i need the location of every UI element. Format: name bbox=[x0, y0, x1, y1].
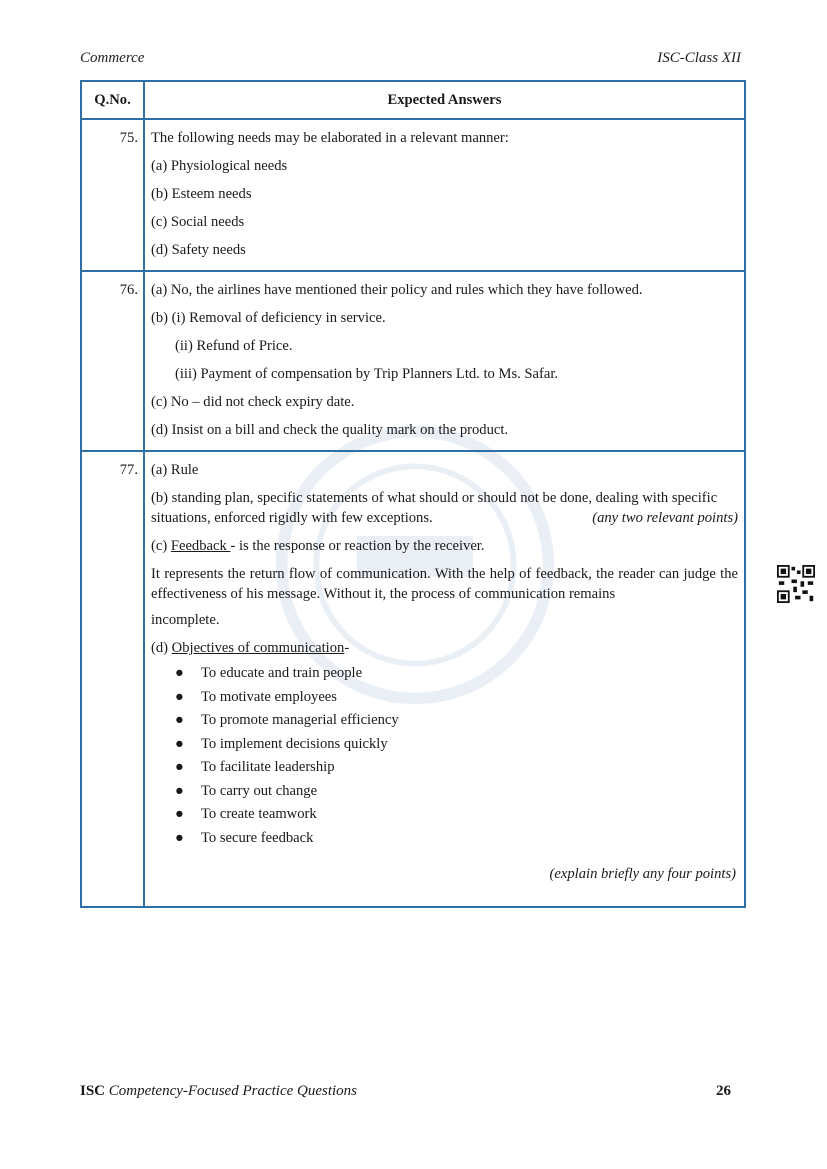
bullet-icon: ● bbox=[175, 688, 184, 705]
feedback-paragraph-end: incomplete. bbox=[151, 612, 220, 628]
answer-part-d: (d) Insist on a bill and check the quality mark on the product. bbox=[151, 422, 509, 438]
list-item-text: To facilitate leadership bbox=[201, 759, 335, 775]
answer-cell bbox=[144, 119, 745, 271]
bullet-icon: ● bbox=[175, 712, 184, 728]
list-item: (d) Safety needs bbox=[151, 242, 246, 258]
answer-part-b-ii: (ii) Refund of Price. bbox=[175, 338, 293, 354]
answer-part-b: (b) (i) Removal of deficiency in service. bbox=[151, 310, 386, 326]
list-item bbox=[175, 803, 738, 827]
question-number: 75. bbox=[81, 119, 144, 271]
answer-part-a: (a) No, the airlines have mentioned their policy and rules which they have followed. bbox=[151, 282, 643, 298]
question-number: 77. bbox=[81, 451, 144, 907]
footer-brand: ISC bbox=[80, 1083, 106, 1099]
list-item bbox=[175, 662, 738, 686]
answer-part-b-note: (any two relevant points) bbox=[592, 510, 738, 526]
bullet-icon: ● bbox=[175, 806, 184, 822]
footer-title bbox=[80, 1083, 357, 1100]
answer-part-c: (c) No – did not check expiry date. bbox=[151, 394, 355, 410]
list-item-text: To educate and train people bbox=[201, 665, 363, 681]
answer-part-b-iii: (iii) Payment of compensation by Trip Planners Ltd. to Ms. Safar. bbox=[175, 366, 559, 382]
col-qno-header: Q.No. bbox=[81, 81, 144, 119]
part-c-definition: - is the response or reaction by the receiver. bbox=[230, 538, 485, 554]
list-item-text: To implement decisions quickly bbox=[201, 735, 388, 752]
header-class: ISC-Class XII bbox=[657, 50, 741, 66]
list-item: (c) Social needs bbox=[151, 214, 245, 230]
list-item-text: To secure feedback bbox=[201, 829, 314, 846]
part-c-label: (c) bbox=[151, 538, 171, 554]
answers-table bbox=[80, 80, 746, 908]
list-item: (b) Esteem needs bbox=[151, 186, 252, 202]
table-header-row bbox=[81, 81, 745, 119]
objectives-list bbox=[151, 662, 738, 850]
list-item bbox=[175, 780, 738, 804]
table-row bbox=[81, 119, 745, 271]
answer-part-a: (a) Rule bbox=[151, 462, 199, 478]
header-subject: Commerce bbox=[80, 50, 145, 66]
qr-code-icon[interactable] bbox=[777, 565, 815, 603]
list-item bbox=[175, 756, 738, 780]
feedback-term: Feedback bbox=[170, 538, 231, 554]
list-item-text: To motivate employees bbox=[201, 688, 337, 705]
answer-intro: The following needs may be elaborated in a relevant manner: bbox=[151, 130, 509, 146]
answer-part-c bbox=[151, 536, 738, 556]
bullet-icon: ● bbox=[175, 665, 184, 681]
footer-subtitle: Competency-Focused Practice Questions bbox=[105, 1083, 358, 1099]
list-item bbox=[175, 733, 738, 757]
list-item: (a) Physiological needs bbox=[151, 158, 288, 174]
question-number: 76. bbox=[81, 271, 144, 451]
bullet-icon: ● bbox=[175, 829, 184, 846]
answer-part-b-text: (b) standing plan, specific statements of what should or should not be done, dealing with specific situations, enforced rigidly with few exceptions. bbox=[151, 490, 718, 526]
answer-cell bbox=[144, 451, 745, 907]
list-item bbox=[175, 686, 738, 710]
table-row bbox=[81, 271, 745, 451]
table-row bbox=[81, 451, 745, 907]
part-d-suffix: - bbox=[344, 640, 350, 656]
list-item bbox=[175, 827, 738, 851]
list-item bbox=[175, 709, 738, 733]
answer-part-b bbox=[151, 488, 738, 528]
objectives-term: Objectives of communication bbox=[171, 640, 345, 656]
list-item-text: To carry out change bbox=[201, 782, 318, 799]
answer-endnote: (explain briefly any four points) bbox=[549, 866, 736, 882]
page-number: 26 bbox=[716, 1083, 731, 1099]
list-item-text: To create teamwork bbox=[201, 806, 317, 822]
list-item-text: To promote managerial efficiency bbox=[201, 712, 399, 728]
answer-part-d bbox=[151, 638, 738, 658]
col-answers-header: Expected Answers bbox=[144, 81, 745, 119]
bullet-icon: ● bbox=[175, 759, 184, 775]
answer-cell bbox=[144, 271, 745, 451]
part-d-label: (d) bbox=[151, 640, 172, 656]
bullet-icon: ● bbox=[175, 782, 184, 799]
feedback-paragraph: It represents the return flow of communication. With the help of feedback, the reader can judge the effectiveness of his message. Without it, the process of communication remains bbox=[151, 566, 738, 602]
bullet-icon: ● bbox=[175, 735, 184, 752]
